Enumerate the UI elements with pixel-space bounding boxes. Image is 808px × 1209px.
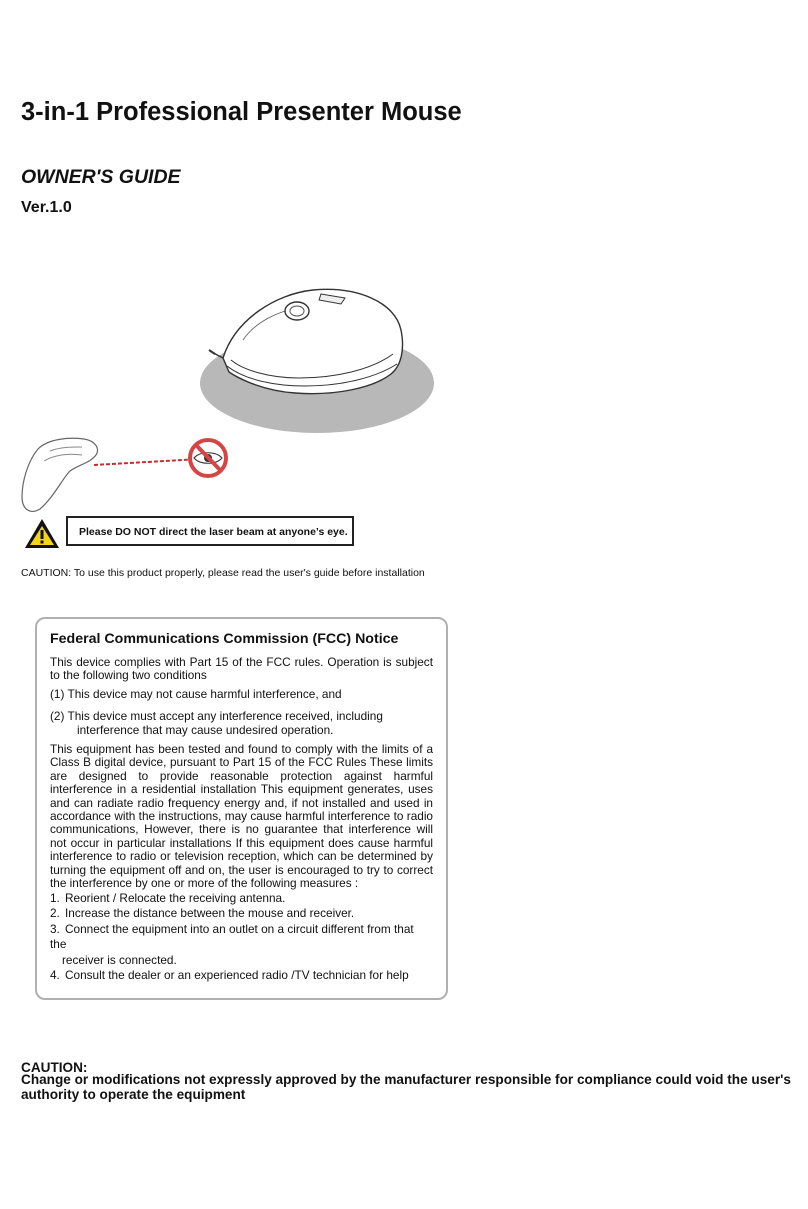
fcc-notice-box — [35, 617, 448, 1000]
list-item: 1. Reorient / Relocate the receiving antenna. — [50, 890, 286, 905]
fcc-intro: This device complies with Part 15 of the FCC rules. Operation is subject to the following two conditions — [50, 655, 433, 683]
fcc-body: This equipment has been tested and found to comply with the limits of a Class B digital device, pursuant to Part 15 of the FCC Rules These limits are designed to provide reasonable protection against harmful interference in a residential installation This equipment generates, uses and can radiate radio frequency energy and, if not installed and used in accordance with the instructions, may cause harmful interference to radio communications, However, there is no guarantee that interference will not occur in particular installations If this equipment does cause harmful interference to radio or television reception, which can be determined by turning the equipment off and on, the user is encouraged to try to correct the interference by one or more of the following measures : — [50, 742, 433, 891]
installation-caution: CAUTION: To use this product properly, please read the user's guide before installation — [21, 567, 425, 579]
fcc-measures-list — [50, 891, 433, 985]
fcc-condition-2-continued: interference that may cause undesired operation. — [77, 722, 334, 737]
list-item: 4. Consult the dealer or an experienced radio /TV technician for help — [50, 968, 409, 983]
warning-triangle-icon — [23, 517, 61, 555]
fcc-condition-2: (2) This device must accept any interference received, including — [50, 709, 383, 724]
caution-text: Change or modifications not expressly approved by the manufacturer responsible for compliance could void the user's authority to operate the equipment — [21, 1072, 791, 1102]
fcc-title: Federal Communications Commission (FCC) Notice — [50, 631, 399, 647]
list-item: 3. Connect the equipment into an outlet on a circuit different from that the receiver is connected. — [50, 921, 414, 967]
document-subtitle: OWNER'S GUIDE — [21, 166, 181, 188]
laser-warning-box: Please DO NOT direct the laser beam at anyone’s eye. — [66, 516, 354, 546]
laser-eye-prohibited-illustration — [20, 425, 235, 522]
mouse-illustration — [195, 280, 440, 440]
list-item: 2. Increase the distance between the mouse and receiver. — [50, 906, 355, 921]
document-version: Ver.1.0 — [21, 199, 72, 216]
caution-label: CAUTION: — [21, 1060, 88, 1075]
fcc-condition-1: (1) This device may not cause harmful interference, and — [50, 686, 342, 701]
document-title: 3-in-1 Professional Presenter Mouse — [21, 98, 462, 126]
